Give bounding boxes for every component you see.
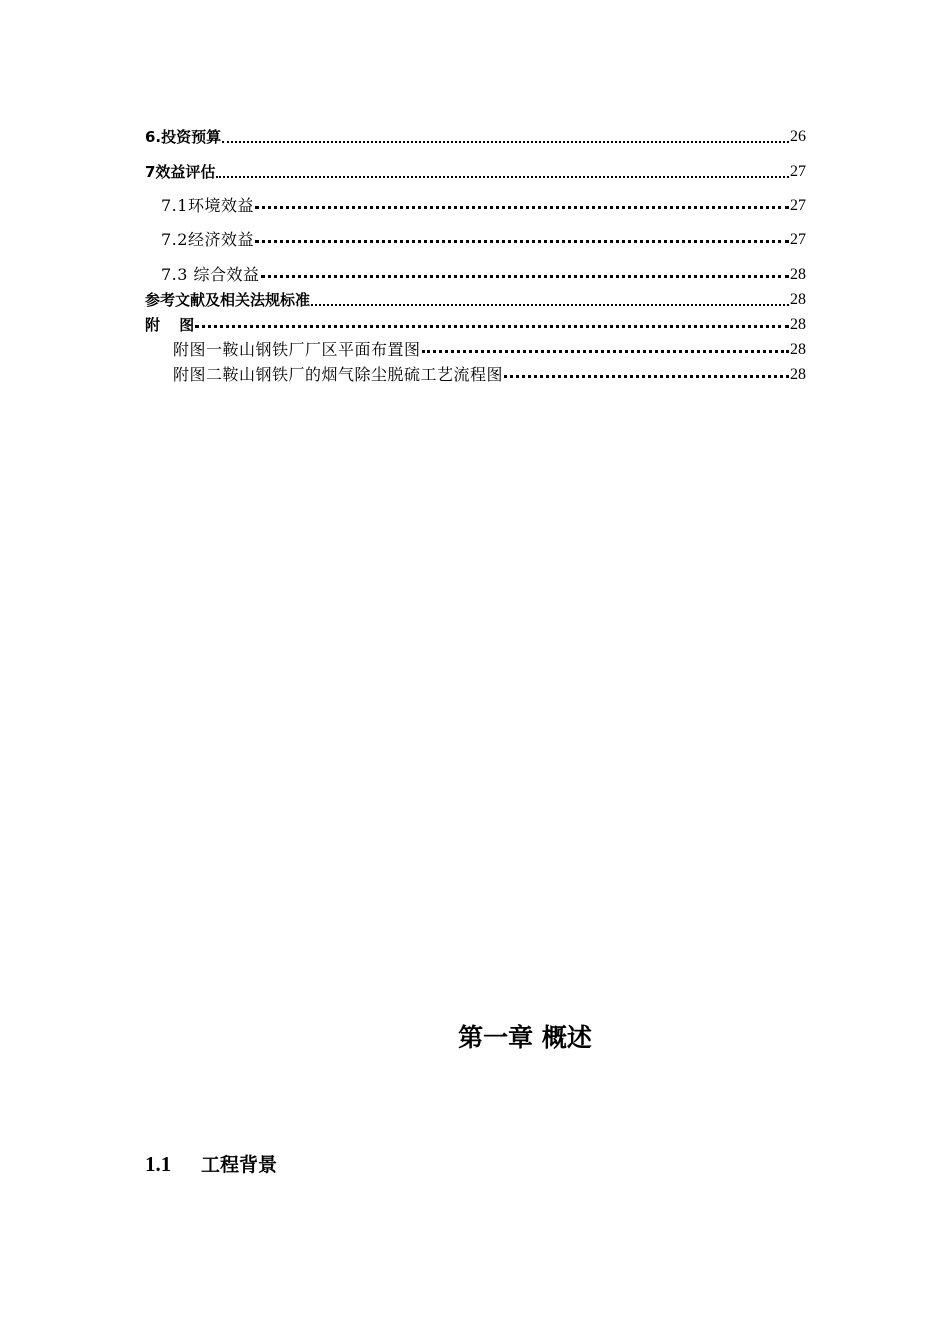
toc-entry-investment-budget[interactable] [145, 126, 806, 148]
toc-entry-benefit-evaluation[interactable] [145, 161, 806, 183]
toc-page-number: 26 [790, 128, 806, 145]
toc-leader [222, 141, 789, 143]
toc-leader [255, 206, 789, 209]
toc-entry-appendix-1-plant-layout[interactable] [173, 339, 806, 361]
toc-page-number: 27 [790, 197, 806, 214]
section-title: 工程背景 [201, 1154, 278, 1176]
toc-entry-comprehensive-benefit[interactable] [161, 264, 806, 286]
toc-entry-label: 6.投资预算 [145, 128, 222, 146]
toc-page-number: 28 [790, 266, 806, 283]
toc-entry-label: 7.3 综合效益 [161, 265, 260, 284]
toc-entry-appendix-2-process-flow[interactable] [173, 364, 806, 386]
toc-leader [422, 350, 789, 353]
toc-leader [311, 304, 789, 306]
toc-leader [195, 325, 789, 328]
toc-entry-references[interactable] [145, 289, 806, 311]
section-heading [145, 1150, 277, 1177]
toc-entry-economic-benefit[interactable] [161, 229, 806, 251]
toc-leader [255, 240, 789, 243]
toc-entry-environmental-benefit[interactable] [161, 195, 806, 217]
chapter-title: 第一章 概述 [458, 1023, 592, 1052]
toc-entry-label: 参考文献及相关法规标准 [145, 291, 311, 309]
toc-entry-label: 7.1环境效益 [161, 196, 254, 215]
toc-entry-appendix-figures[interactable] [145, 314, 806, 336]
toc-entry-label: 附图一鞍山钢铁厂厂区平面布置图 [173, 340, 421, 359]
toc-leader [216, 176, 789, 178]
toc-page-number: 27 [790, 163, 806, 180]
toc-page-number: 27 [790, 231, 806, 248]
toc-leader [261, 275, 789, 278]
toc-entry-label: 附 图 [145, 316, 195, 334]
toc-entry-label: 7效益评估 [145, 163, 216, 181]
toc-entry-label: 附图二鞍山钢铁厂的烟气除尘脱硫工艺流程图 [173, 365, 504, 384]
toc-page-number: 28 [790, 316, 806, 333]
toc-leader [504, 375, 789, 378]
toc-entry-label: 7.2经济效益 [161, 230, 254, 249]
toc-page-number: 28 [790, 291, 806, 308]
section-number: 1.1 [145, 1152, 172, 1176]
toc-page-number: 28 [790, 341, 806, 358]
toc-page-number: 28 [790, 366, 806, 383]
